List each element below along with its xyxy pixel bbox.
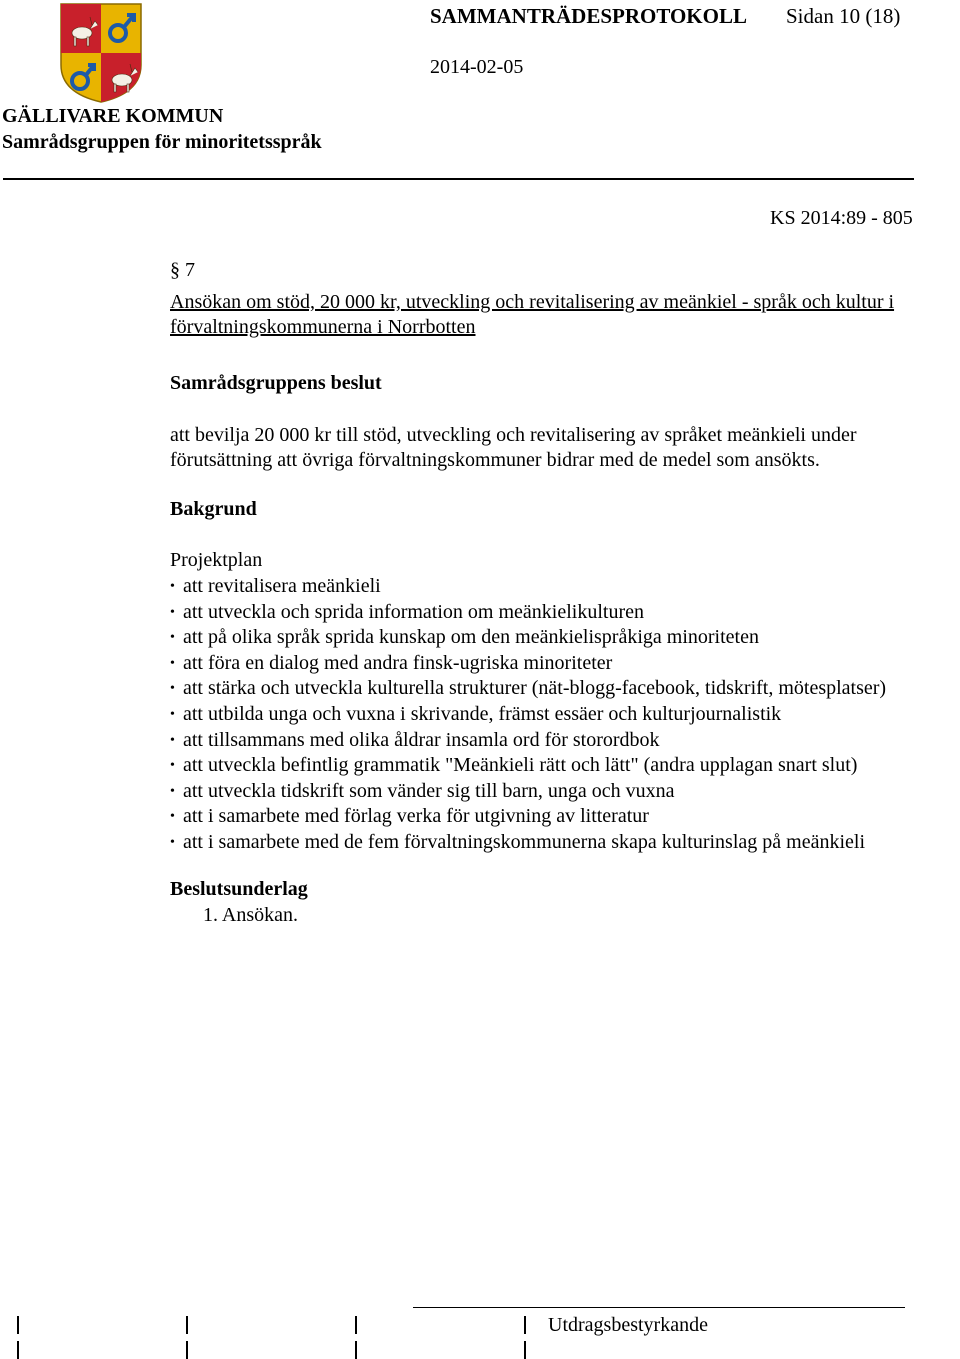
basis-item: 1. Ansökan. (203, 904, 298, 926)
background-heading: Bakgrund (170, 498, 257, 520)
body-name: Samrådsgruppen för minoritetsspråk (2, 131, 322, 153)
list-item: • att i samarbete med de fem förvaltningskommunerna skapa kulturinslag på meänkieli (170, 830, 886, 856)
bullet-icon: • (170, 834, 175, 850)
bullet-icon: • (170, 732, 175, 748)
list-item: • att utveckla befintlig grammatik "Meänkieli rätt och lätt" (andra upplagan snart slut) (170, 753, 886, 779)
case-title: Ansökan om stöd, 20 000 kr, utveckling och revitalisering av meänkiel - språk och kultur i förvaltningskommunerna i Norrbotten (170, 291, 895, 338)
signature-box-divider (17, 1316, 19, 1334)
list-item: • att utveckla tidskrift som vänder sig till barn, unga och vuxna (170, 779, 886, 805)
list-item: • att föra en dialog med andra finsk-ugriska minoriteter (170, 651, 886, 677)
page-number: Sidan 10 (18) (786, 4, 901, 28)
list-item: • att tillsammans med olika åldrar insamla ord för storordbok (170, 728, 886, 754)
signature-box-divider (186, 1341, 188, 1359)
bullet-icon: • (170, 579, 175, 594)
basis-heading: Beslutsunderlag (170, 878, 308, 900)
list-item: • att på olika språk sprida kunskap om den meänkielispråkiga minoriteten (170, 625, 886, 651)
document-type-title: SAMMANTRÄDESPROTOKOLL (430, 4, 747, 28)
project-plan-subheading: Projektplan (170, 549, 263, 571)
bullet-icon: • (170, 604, 175, 620)
list-item: • att utbilda unga och vuxna i skrivande, främst essäer och kulturjournalistik (170, 702, 886, 728)
bullet-icon: • (170, 758, 175, 774)
bullet-icon: • (170, 655, 175, 671)
footer-rule (413, 1307, 905, 1308)
signature-box-divider (524, 1341, 526, 1359)
signature-box-divider (524, 1316, 526, 1334)
decision-heading: Samrådsgruppens beslut (170, 372, 382, 394)
meeting-date: 2014-02-05 (430, 56, 524, 78)
organization-name: GÄLLIVARE KOMMUN (2, 105, 224, 127)
bullet-icon: • (170, 706, 175, 722)
list-item: • att stärka och utveckla kulturella strukturer (nät-blogg-facebook, tidskrift, mötesplatser) (170, 676, 886, 702)
municipality-crest-logo (60, 3, 142, 103)
list-item: • att revitalisera meänkieli (170, 574, 886, 600)
list-item: • att i samarbete med förlag verka för utgivning av litteratur (170, 804, 886, 830)
signature-box-divider (17, 1341, 19, 1359)
signature-box-divider (355, 1316, 357, 1334)
bullet-icon: • (170, 809, 175, 825)
bullet-icon: • (170, 681, 175, 697)
section-number: § 7 (170, 259, 195, 281)
signature-box-divider (186, 1316, 188, 1334)
header-divider (3, 178, 914, 180)
list-item: • att utveckla och sprida information om meänkielikulturen (170, 600, 886, 626)
bullet-icon: • (170, 630, 175, 646)
case-number: KS 2014:89 - 805 (770, 207, 913, 229)
bullet-icon: • (170, 783, 175, 799)
decision-text: att bevilja 20 000 kr till stöd, utveckling och revitalisering av språket meänkieli under förutsättning att övriga förvaltningskommuner bidrar med de medel som ansökts. (170, 424, 857, 471)
project-plan-list (170, 574, 886, 856)
signature-box-divider (355, 1341, 357, 1359)
certification-label: Utdragsbestyrkande (548, 1314, 708, 1336)
